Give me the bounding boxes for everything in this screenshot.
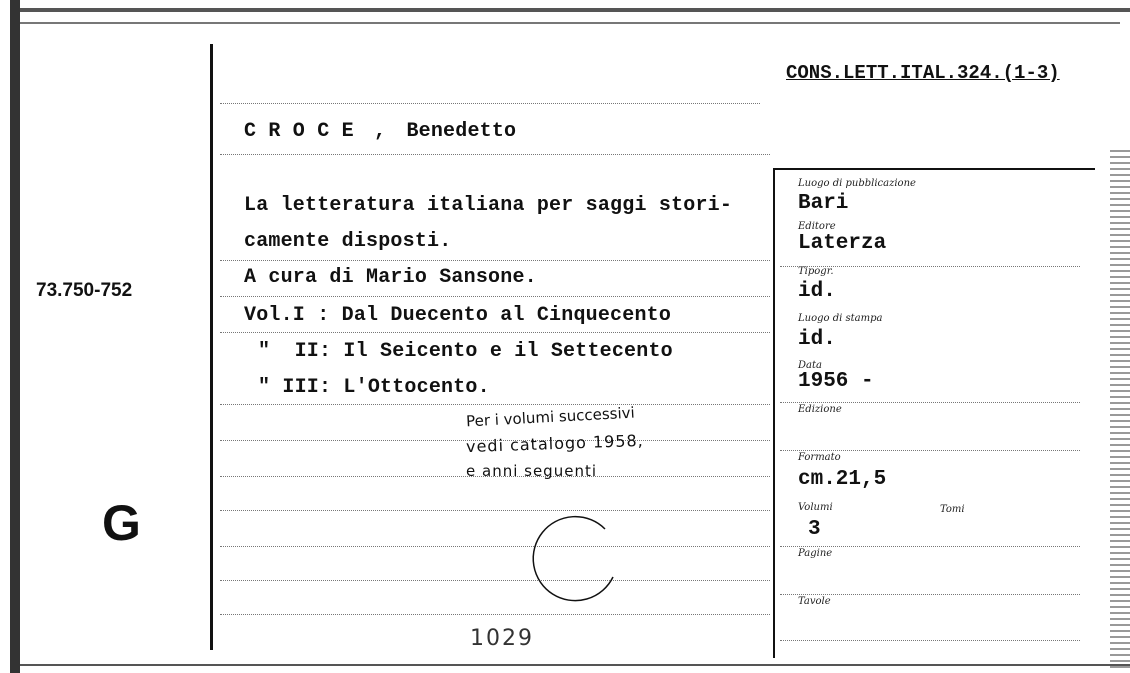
author-given-name: Benedetto [406,120,517,143]
guide-line [220,614,770,615]
title-line-1: La letteratura italiana per saggi stori- [244,194,733,217]
author-heading [244,120,516,143]
guide-line [220,580,770,581]
editor-line: A cura di Mario Sansone. [244,266,537,289]
guide-line [220,404,770,405]
volumes-label: Volumi [798,502,833,513]
bottom-card-edge [20,664,1130,666]
margin-rule [210,44,213,650]
guide-line [220,154,770,155]
punch-hole [525,515,625,611]
tomes-label: Tomi [940,504,965,515]
date-label: Data [798,360,822,371]
guide-line [220,510,770,511]
top-card-edge [20,8,1130,12]
author-separator: , [374,120,387,143]
volume-2-line: " II: Il Seicento e il Settecento [258,340,673,363]
classification-number: 73.750-752 [36,280,133,301]
details-guide-line [780,594,1080,595]
details-guide-line [780,640,1080,641]
details-guide-line [780,402,1080,403]
details-guide-line [780,266,1080,267]
details-guide-line [780,546,1080,547]
printer-label: Tipogr. [798,266,834,277]
date-value: 1956 - [798,370,874,393]
right-card-edge [1110,150,1130,670]
handwritten-note-line-2: vedi catalogo 1958, [465,430,645,457]
left-card-edge [10,0,20,673]
volume-3-line: " III: L'Ottocento. [258,376,490,399]
shelfmark: CONS.LETT.ITAL.324.(1-3) [786,62,1060,84]
pages-label: Pagine [798,548,833,559]
publication-place-value: Bari [798,192,849,215]
publisher-label: Editore [798,221,836,232]
publication-place-label: Luogo di pubblicazione [798,178,916,189]
printing-place-label: Luogo di stampa [798,313,883,324]
details-box-left-rule [773,168,775,658]
handwritten-note-line-1: Per i volumi successivi [465,403,636,431]
publisher-value: Laterza [798,232,887,255]
details-guide-line [780,450,1080,451]
printer-value: id. [798,280,836,303]
format-value: cm.21,5 [798,468,887,491]
printing-place-value: id. [798,328,836,351]
volume-1-line: Vol.I : Dal Duecento al Cinquecento [244,304,672,327]
volumes-value: 3 [808,518,821,541]
guide-line [220,260,770,261]
title-line-2: camente disposti. [244,230,452,253]
guide-line [220,296,770,297]
section-letter: G [102,495,141,551]
format-label: Formato [798,452,841,463]
guide-line [220,332,770,333]
top-rule [20,22,1120,24]
details-box-top-rule [775,168,1095,170]
guide-line [220,103,760,104]
plates-label: Tavole [798,596,831,607]
accession-number: 1029 [470,626,534,651]
guide-line [220,546,770,547]
edition-label: Edizione [798,404,842,415]
handwritten-note-line-3: e anni seguenti [466,462,597,480]
author-surname: C R O C E [244,120,354,143]
